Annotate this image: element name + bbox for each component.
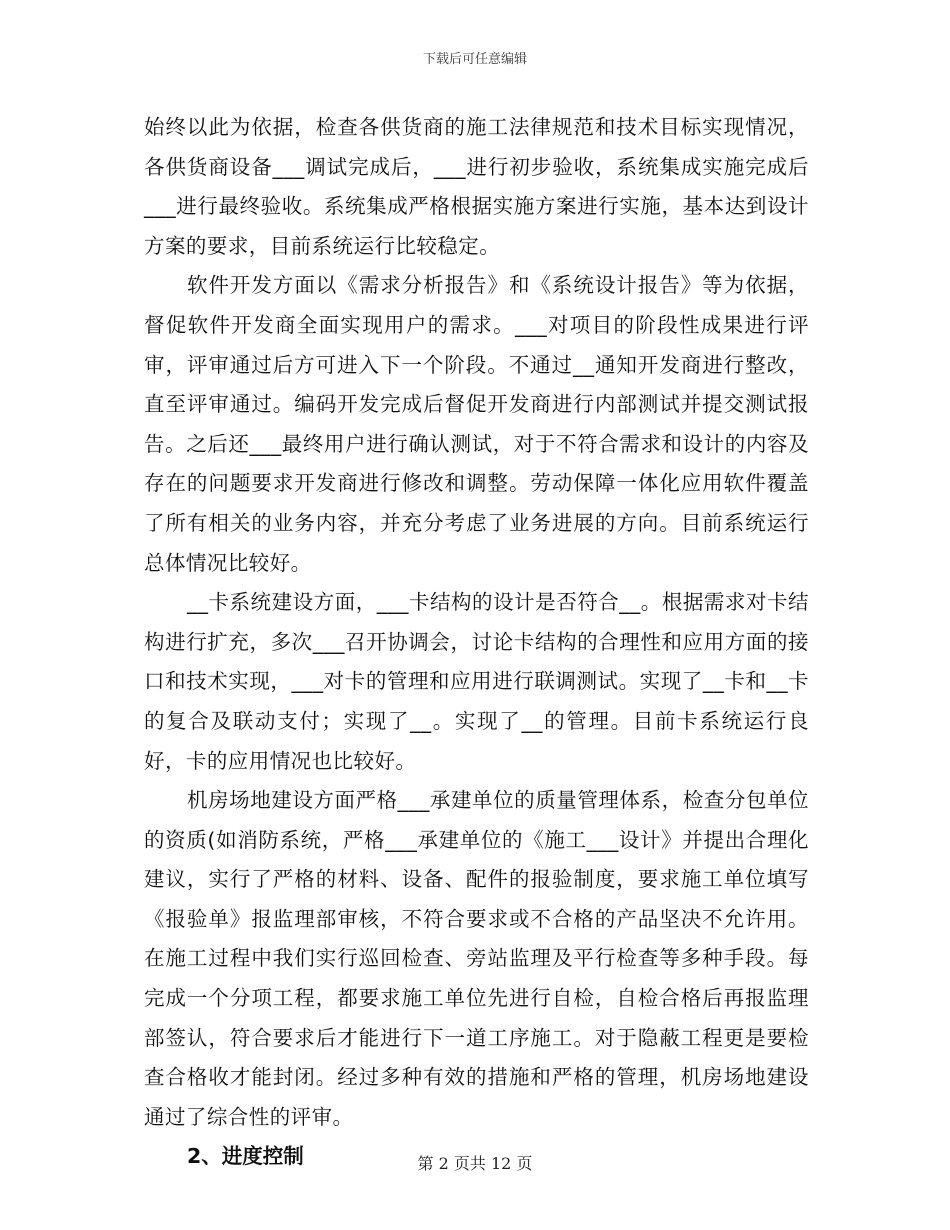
page-header: 下载后可任意编辑 [422, 52, 527, 67]
paragraph-card-system: __卡系统建设方面，___卡结构的设计是否符合__。根据需求对卡结构进行扩充，多次___召开协调会，讨论卡结构的合理性和应用方面的接口和技术实现，___对卡的管理和应用进行联调测试。实现了__卡和__卡的复合及联动支付；实现了__。实现了__的管理。目前卡系统运行良好，卡的应用情况也比较好。 [144, 590, 809, 773]
paragraph-software-development: 软件开发方面以《需求分析报告》和《系统设计报告》等为依据，督促软件开发商全面实现用户的需求。___对项目的阶段性成果进行评审，评审通过后方可进入下一个阶段。不通过__通知开发商进行整改，直至评审通过。编码开发完成后督促开发商进行内部测试并提交测试报告。之后还___最终用户进行确认测试，对于不符合需求和设计的内容及存在的问题要求开发商进行修改和调整。劳动保障一体化应用软件覆盖了所有相关的业务内容，并充分考虑了业务进展的方向。目前系统运行总体情况比较好。 [144, 273, 809, 575]
paragraph-acceptance: 始终以此为依据，检查各供货商的施工法律规范和技术目标实现情况，各供货商设备___调试完成后，___进行初步验收，系统集成实施完成后___进行最终验收。系统集成严格根据实施方案进行实施，基本达到设计方案的要求，目前系统运行比较稳定。 [144, 115, 809, 258]
page-number-footer: 第 2 页共 12 页 [417, 1154, 533, 1173]
paragraph-machine-room: 机房场地建设方面严格___承建单位的质量管理体系，检查分包单位的资质(如消防系统，严格___承建单位的《施工___设计》并提出合理化建议，实行了严格的材料、设备、配件的报验制度，要求施工单位填写《报验单》报监理部审核，不符合要求或不合格的产品坚决不允许用。在施工过程中我们实行巡回检查、旁站监理及平行检查等多种手段。每完成一个分项工程，都要求施工单位先进行自检，自检合格后再报监理部签认，符合要求后才能进行下一道工序施工。对于隐蔽工程更是要检查合格收才能封闭。经过多种有效的措施和严格的管理，机房场地建设通过了综合性的评审。 [144, 788, 809, 1129]
section-heading-progress-control: 2、进度控制 [187, 1144, 304, 1169]
document-body [144, 108, 809, 1177]
